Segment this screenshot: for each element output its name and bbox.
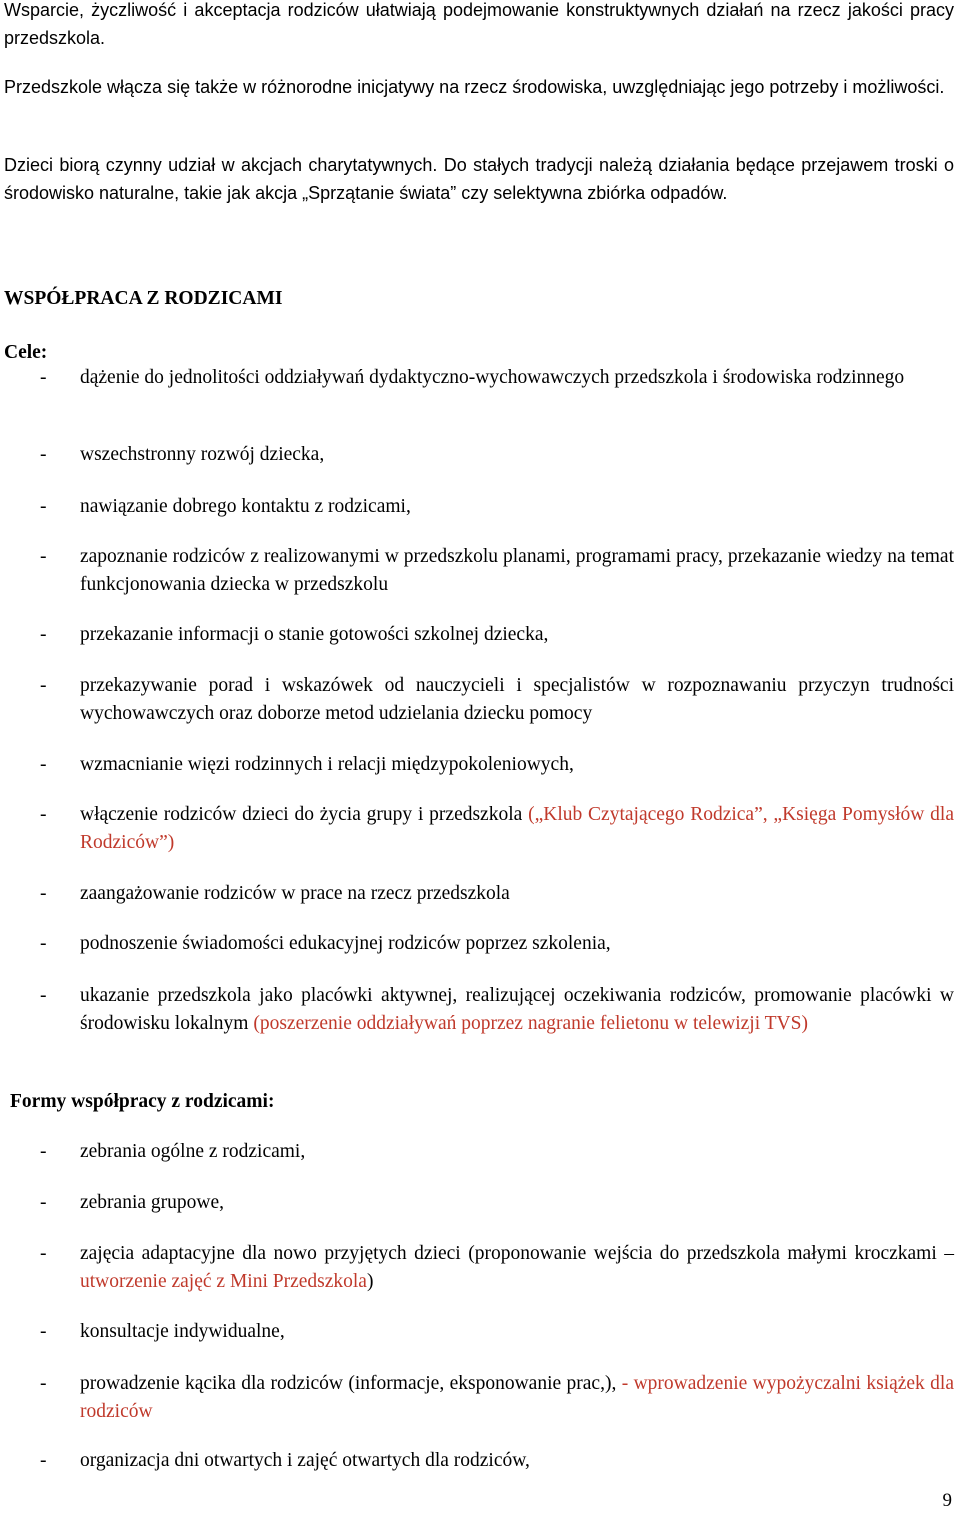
list-dash: -: [40, 1373, 47, 1394]
cele-label: Cele:: [4, 342, 48, 363]
list-dash: -: [40, 804, 47, 825]
cele-item-2: - wszechstronny rozwój dziecka,: [40, 441, 954, 469]
cele-item-6: - przekazywanie porad i wskazówek od nauczycieli i specjalistów w rozpoznawaniu przyczyn trudności wychowawczych oraz doborze metod udzielania dziecku pomocy: [40, 672, 954, 728]
list-dash: -: [40, 1450, 47, 1471]
cele-item-5: - przekazanie informacji o stanie gotowości szkolnej dziecka,: [40, 621, 954, 649]
list-dash: -: [40, 624, 47, 645]
cele-item-8: - włączenie rodziców dzieci do życia grupy i przedszkola („Klub Czytającego Rodzica”, „Księga Pomysłów dla Rodziców”): [40, 801, 954, 857]
formy-item-5: - prowadzenie kącika dla rodziców (informacje, eksponowanie prac,), - wprowadzenie wypożyczalni książek dla rodziców: [40, 1370, 954, 1426]
cele-item-7: - wzmacnianie więzi rodzinnych i relacji międzypokoleniowych,: [40, 751, 954, 779]
cele-item-9: - zaangażowanie rodziców w prace na rzecz przedszkola: [40, 880, 954, 908]
formy-item-4: - konsultacje indywidualne,: [40, 1318, 954, 1346]
cele-item-3: - nawiązanie dobrego kontaktu z rodzicami,: [40, 493, 954, 521]
highlighted-text: (poszerzenie oddziaływań poprzez nagranie felietonu w telewizji TVS): [253, 1013, 808, 1034]
list-dash: -: [40, 933, 47, 954]
section-title: WSPÓŁPRACA Z RODZICAMI: [4, 288, 283, 309]
list-dash: -: [40, 546, 47, 567]
highlighted-text: („Klub Czytającego Rodzica”, „Księga Pomysłów dla Rodziców”): [80, 804, 954, 853]
list-dash: -: [40, 1321, 47, 1342]
list-dash: -: [40, 754, 47, 775]
list-dash: -: [40, 367, 47, 388]
highlighted-text: utworzenie zajęć z Mini Przedszkola: [80, 1271, 367, 1292]
intro-paragraph-3: Dzieci biorą czynny udział w akcjach charytatywnych. Do stałych tradycji należą działania będące przejawem troski o środowisko naturalne, takie jak akcja „Sprzątanie świata” czy selektywna zbiórka odpadów.: [4, 155, 954, 203]
list-dash: -: [40, 883, 47, 904]
list-dash: -: [40, 1192, 47, 1213]
highlighted-text: - wprowadzenie wypożyczalni książek dla rodziców: [80, 1373, 954, 1422]
list-dash: -: [40, 496, 47, 517]
list-dash: -: [40, 675, 47, 696]
formy-title: Formy współpracy z rodzicami:: [10, 1091, 275, 1112]
formy-item-1: - zebrania ogólne z rodzicami,: [40, 1138, 954, 1166]
list-dash: -: [40, 1141, 47, 1162]
intro-paragraph-2: Przedszkole włącza się także w różnorodne inicjatywy na rzecz środowiska, uwzględniając jego potrzeby i możliwości.: [4, 77, 945, 97]
intro-paragraph-1: Wsparcie, życzliwość i akceptacja rodziców ułatwiają podejmowanie konstruktywnych działań na rzecz jakości pracy przedszkola.: [4, 0, 954, 48]
page-number: 9: [942, 1490, 952, 1511]
cele-item-1: - dążenie do jednolitości oddziaływań dydaktyczno-wychowawczych przedszkola i środowiska rodzinnego: [40, 364, 954, 392]
list-dash: -: [40, 985, 47, 1006]
cele-item-11: - ukazanie przedszkola jako placówki aktywnej, realizującej oczekiwania rodziców, promowanie placówki w środowisku lokalnym (poszerzenie oddziaływań poprzez nagranie felietonu w telewizji TVS): [40, 982, 954, 1038]
list-dash: -: [40, 1243, 47, 1264]
cele-item-10: - podnoszenie świadomości edukacyjnej rodziców poprzez szkolenia,: [40, 930, 954, 958]
cele-item-4: - zapoznanie rodziców z realizowanymi w przedszkolu planami, programami pracy, przekazanie wiedzy na temat funkcjonowania dziecka w przedszkolu: [40, 543, 954, 599]
list-dash: -: [40, 444, 47, 465]
formy-item-3: - zajęcia adaptacyjne dla nowo przyjętych dzieci (proponowanie wejścia do przedszkola małymi kroczkami – utworzenie zajęć z Mini Przedszkola): [40, 1240, 954, 1296]
formy-item-6: - organizacja dni otwartych i zajęć otwartych dla rodziców,: [40, 1447, 954, 1475]
formy-item-2: - zebrania grupowe,: [40, 1189, 954, 1217]
